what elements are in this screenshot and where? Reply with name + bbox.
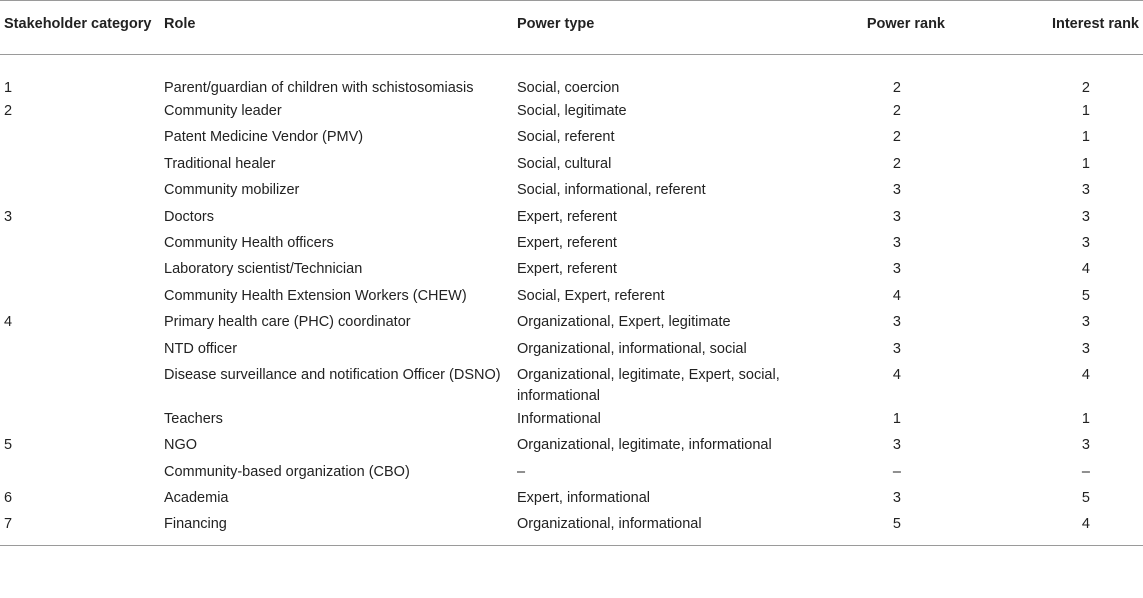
cell-category [0, 178, 164, 204]
cell-category: 7 [0, 512, 164, 546]
cell-power-rank: 4 [892, 366, 901, 383]
cell-power-rank: 3 [892, 261, 901, 278]
cell-role: Laboratory scientist/Technician [164, 261, 363, 278]
cell-power-type: Expert, referent [517, 261, 617, 278]
table-row [0, 152, 1143, 178]
cell-interest-rank: 1 [1081, 410, 1090, 427]
table-row [0, 284, 1143, 310]
cell-power-rank: 2 [892, 103, 901, 119]
header-role: Role [164, 1, 517, 55]
cell-interest-rank: 3 [1081, 437, 1090, 454]
cell-power-rank: 2 [892, 129, 901, 146]
cell-interest-rank: 1 [1081, 129, 1090, 146]
table-row [0, 486, 1143, 512]
cell-interest-rank: 5 [1081, 490, 1090, 507]
header-interest-rank: Interest rank [973, 1, 1143, 55]
table-row [0, 125, 1143, 151]
cell-role: NGO [164, 437, 198, 454]
cell-role: Patent Medicine Vendor (PMV) [164, 129, 364, 146]
cell-power-type: Social, referent [517, 129, 615, 146]
cell-category: 6 [4, 490, 13, 507]
table-row [0, 205, 1143, 231]
cell-role: Community Health officers [164, 234, 334, 251]
cell-power-rank: 3 [892, 490, 901, 507]
cell-interest-rank: 2 [1081, 80, 1090, 96]
cell-category [0, 363, 164, 407]
table-header-row [0, 1, 1143, 55]
header-power-type: Power type [517, 1, 837, 55]
cell-interest-rank: 4 [1081, 261, 1090, 278]
table-row [0, 363, 1143, 407]
cell-role: Parent/guardian of children with schistosomiasis [164, 80, 474, 96]
cell-role: Academia [164, 490, 229, 507]
cell-power-rank: 3 [892, 314, 901, 331]
cell-interest-rank: 3 [1081, 314, 1090, 331]
table-row [0, 55, 1143, 100]
cell-category: 2 [4, 103, 13, 119]
cell-power-type: – [517, 463, 526, 480]
cell-category: 5 [4, 437, 13, 454]
cell-power-type: Expert, referent [517, 234, 617, 251]
table-row [0, 407, 1143, 433]
table-row [0, 310, 1143, 336]
cell-interest-rank: 4 [1081, 366, 1090, 383]
cell-role: Disease surveillance and notification Officer (DSNO) [164, 366, 501, 383]
header-stakeholder-category: Stakeholder category [0, 1, 164, 55]
cell-category [0, 460, 164, 486]
cell-power-rank: 5 [837, 512, 973, 546]
cell-power-rank: – [892, 463, 901, 480]
cell-power-type: Organizational, informational, social [517, 340, 747, 357]
cell-power-type: Social, informational, referent [517, 182, 706, 199]
cell-power-type: Organizational, legitimate, Expert, social, informational [517, 366, 780, 404]
cell-category: 4 [4, 314, 13, 331]
cell-power-rank: 2 [892, 80, 901, 96]
cell-role: Community mobilizer [164, 182, 300, 199]
cell-power-type: Social, legitimate [517, 103, 627, 119]
cell-role: Community Health Extension Workers (CHEW) [164, 287, 467, 304]
table-row [0, 99, 1143, 125]
cell-power-rank: 3 [892, 340, 901, 357]
cell-power-rank: 4 [892, 287, 901, 304]
table-row [0, 257, 1143, 283]
cell-category: 1 [4, 80, 13, 96]
cell-power-type: Expert, informational [517, 490, 650, 507]
cell-power-type: Expert, referent [517, 208, 617, 225]
cell-role: Community leader [164, 103, 282, 119]
table-row [0, 178, 1143, 204]
cell-power-rank: 3 [892, 437, 901, 454]
cell-power-type: Organizational, Expert, legitimate [517, 314, 731, 331]
cell-power-rank: 3 [892, 208, 901, 225]
table-body [0, 55, 1143, 546]
cell-category [0, 284, 164, 310]
cell-interest-rank: 3 [1081, 182, 1090, 199]
cell-power-type: Social, coercion [517, 80, 620, 96]
cell-interest-rank: 3 [1081, 234, 1090, 251]
cell-interest-rank: 4 [973, 512, 1143, 546]
cell-power-type: Informational [517, 410, 601, 427]
cell-category [0, 337, 164, 363]
cell-role: Doctors [164, 208, 214, 225]
cell-role: Teachers [164, 410, 223, 427]
table-row [0, 433, 1143, 459]
cell-interest-rank: 5 [1081, 287, 1090, 304]
cell-role: Traditional healer [164, 155, 276, 172]
cell-power-rank: 3 [892, 234, 901, 251]
cell-interest-rank: 1 [1081, 155, 1090, 172]
header-power-rank: Power rank [837, 1, 973, 55]
cell-power-type: Social, cultural [517, 155, 612, 172]
cell-role: NTD officer [164, 340, 238, 357]
cell-power-type: Organizational, informational [517, 512, 837, 546]
cell-power-type: Social, Expert, referent [517, 287, 665, 304]
cell-role: Primary health care (PHC) coordinator [164, 314, 411, 331]
cell-category [0, 407, 164, 433]
table-row [0, 460, 1143, 486]
cell-power-rank: 2 [892, 155, 901, 172]
table-row [0, 231, 1143, 257]
cell-interest-rank: – [1081, 463, 1090, 480]
table-row [0, 512, 1143, 546]
cell-power-rank: 1 [892, 410, 901, 427]
table-row [0, 337, 1143, 363]
cell-interest-rank: 1 [1081, 103, 1090, 119]
cell-power-rank: 3 [892, 182, 901, 199]
cell-category [0, 231, 164, 257]
cell-role: Financing [164, 512, 517, 546]
cell-category [0, 125, 164, 151]
cell-interest-rank: 3 [1081, 340, 1090, 357]
cell-power-type: Organizational, legitimate, informational [517, 437, 772, 454]
cell-category: 3 [4, 208, 13, 225]
cell-role: Community-based organization (CBO) [164, 463, 410, 480]
cell-category [0, 257, 164, 283]
cell-interest-rank: 3 [1081, 208, 1090, 225]
cell-category [0, 152, 164, 178]
